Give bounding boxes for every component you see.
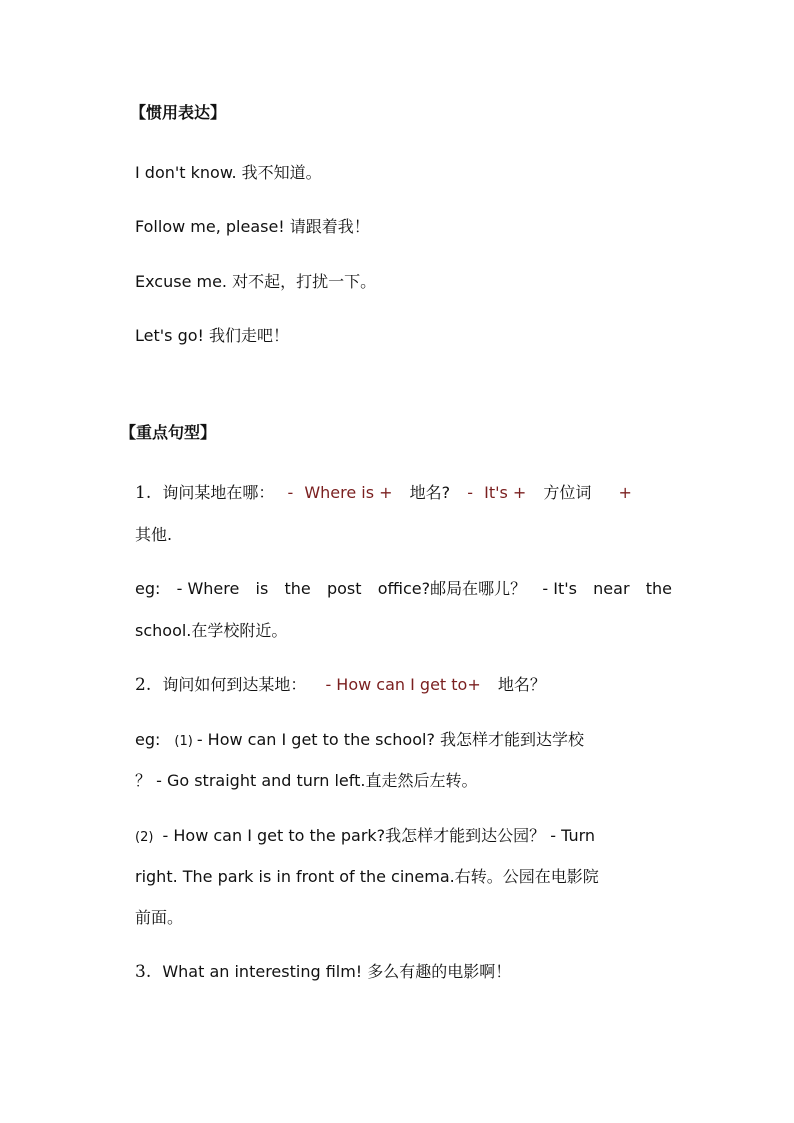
item2-place: 地名？ xyxy=(497,675,546,694)
item3-text: What an interesting film! 多么有趣的电影啊！ xyxy=(162,962,512,981)
item2-pattern: - How can I get to+ xyxy=(325,675,481,694)
item1-label: 询问某地在哪： xyxy=(162,483,275,502)
item2-example2-line1: (2) - How can I get to the park?我怎样才能到达公园？ - Turn xyxy=(135,826,596,845)
item2-example2-line3: 前面。 xyxy=(135,908,184,927)
item2-example1-line1 xyxy=(135,730,584,752)
item-number: 2. xyxy=(135,675,152,695)
phrase-item: Excuse me. 对不起，打扰一下。 xyxy=(135,272,377,291)
item1-example-line1: eg: - Where is the post office?邮局在哪儿？ - It's near the xyxy=(135,579,672,598)
item1-question-place: 地名? xyxy=(409,483,451,502)
example-number: (2) xyxy=(135,830,154,845)
item-number: 3. xyxy=(135,962,152,982)
section-heading-idioms: 【惯用表达】 xyxy=(130,103,227,122)
example-number: (1) xyxy=(174,734,193,749)
item2-example1-line2: ？ - Go straight and turn left.直走然后左转。 xyxy=(135,771,478,790)
item-number: 1. xyxy=(135,483,152,503)
item1-answer-rest: 方位词 xyxy=(543,483,592,502)
item1-question-pattern: Where is + xyxy=(304,483,393,502)
phrase-item: Let's go! 我们走吧！ xyxy=(135,326,290,345)
item1-example-line2: school.在学校附近。 xyxy=(135,621,288,640)
item2-line1 xyxy=(135,675,546,695)
example-text: eg: (1) - How can I get to the school? 我怎样才能到达学校 xyxy=(135,730,585,749)
item3-line xyxy=(135,962,511,982)
phrase-item: Follow me, please! 请跟着我！ xyxy=(135,217,370,236)
item2-label: 询问如何到达某地： xyxy=(162,675,307,694)
section-heading-key-sentences: 【重点句型】 xyxy=(120,423,217,442)
item1-answer-pattern: It's + xyxy=(484,483,527,502)
item2-example2-line2: right. The park is in front of the cinema.右转。公园在电影院 xyxy=(135,867,599,886)
item1-line1: 1. 询问某地在哪： - Where is + 地名? - It's + 方位词 + xyxy=(135,483,632,503)
item1-line2: 其他. xyxy=(135,525,173,544)
phrase-item: I don't know. 我不知道。 xyxy=(135,163,322,182)
